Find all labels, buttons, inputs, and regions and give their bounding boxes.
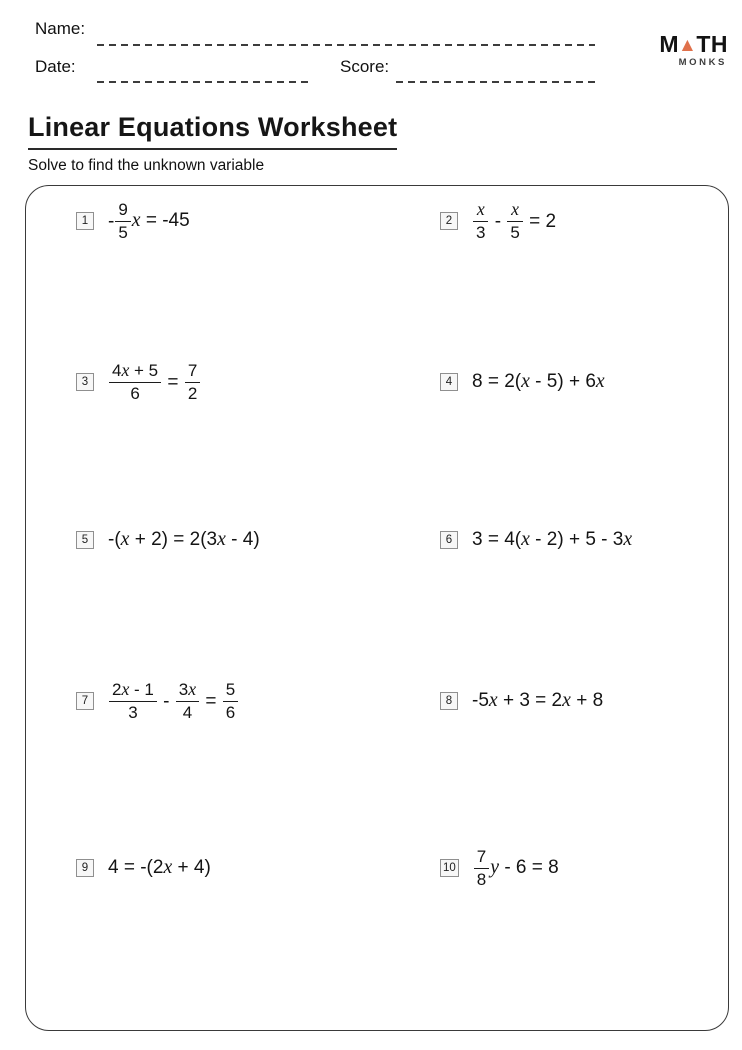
fraction-denominator: 2 <box>187 383 198 403</box>
problem-number: 3 <box>76 373 94 391</box>
equation-segment: -(x + 2) = 2(3x - 4) <box>108 528 260 551</box>
fraction <box>115 200 130 242</box>
fraction-denominator: 8 <box>476 869 487 889</box>
name-fill-line <box>97 44 595 46</box>
fraction-numerator: 3x <box>176 679 199 702</box>
problem-number: 8 <box>440 692 458 710</box>
variable: x <box>121 679 130 700</box>
variable: x <box>521 528 530 551</box>
triangle-icon: ▲ <box>678 35 698 56</box>
date-fill-line <box>97 81 310 83</box>
problem-6 <box>440 516 632 564</box>
problem-4 <box>440 358 605 406</box>
variable: x <box>163 856 173 879</box>
logo-wordmark <box>659 33 728 56</box>
variable: x <box>595 370 605 393</box>
problem-3 <box>76 358 201 406</box>
problem-number: 1 <box>76 212 94 230</box>
logo-th: TH <box>696 31 728 57</box>
name-label: Name: <box>35 19 86 38</box>
equation-segment: y - 6 = 8 <box>490 856 559 879</box>
problem-number: 5 <box>76 531 94 549</box>
equation-segment: 4 = -(2x + 4) <box>108 856 211 879</box>
equation <box>108 530 260 550</box>
fraction-numerator: 9 <box>115 200 130 222</box>
equation-segment: = 2 <box>523 210 557 232</box>
variable: x <box>562 689 571 712</box>
math-monks-logo <box>659 33 728 68</box>
problem-1 <box>76 197 190 245</box>
problem-number: 7 <box>76 692 94 710</box>
logo-m: M <box>659 31 680 57</box>
problem-5 <box>76 516 260 564</box>
fraction-numerator: 7 <box>474 847 489 869</box>
fraction <box>109 360 161 403</box>
score-fill-line <box>396 81 595 83</box>
equation-segment: = <box>162 371 184 393</box>
problem-number: 4 <box>440 373 458 391</box>
equation <box>472 199 556 242</box>
variable: x <box>511 199 520 220</box>
fraction-denominator: 6 <box>225 702 236 722</box>
equation <box>108 679 239 722</box>
fraction-numerator: 2x - 1 <box>109 679 157 702</box>
variable: x <box>120 528 130 551</box>
problem-number: 9 <box>76 859 94 877</box>
logo-subtitle: MONKS <box>678 57 727 68</box>
problem-number: 2 <box>440 212 458 230</box>
equation <box>472 372 605 392</box>
fraction-numerator: 4x + 5 <box>109 360 161 383</box>
equation-segment: -5x + 3 = 2x + 8 <box>472 689 604 712</box>
fraction-numerator: 5 <box>223 680 238 702</box>
equation-segment: = <box>200 690 222 712</box>
fraction-denominator: 3 <box>128 703 138 722</box>
fraction-denominator: 5 <box>118 222 128 242</box>
problem-number: 6 <box>440 531 458 549</box>
fraction-denominator: 4 <box>182 703 193 722</box>
fraction <box>473 199 488 242</box>
variable: x <box>188 679 197 700</box>
equation-segment: - <box>489 210 507 232</box>
equation <box>473 847 559 889</box>
score-label: Score: <box>340 57 390 76</box>
problem-number: 10 <box>440 859 459 877</box>
equation-segment: x = -45 <box>131 209 190 232</box>
problems-container <box>25 185 729 1031</box>
variable: x <box>121 360 130 381</box>
page-subtitle: Solve to find the unknown variable <box>28 157 265 174</box>
equation-segment: - <box>108 210 115 232</box>
equation-segment: 8 = 2(x - 5) + 6x <box>472 370 605 393</box>
fraction <box>223 680 238 722</box>
variable: x <box>217 528 226 551</box>
fraction-numerator <box>473 199 488 222</box>
problem-10 <box>440 844 559 892</box>
variable: x <box>131 209 141 232</box>
page-title: Linear Equations Worksheet <box>28 112 397 150</box>
fraction-numerator: 7 <box>185 361 200 383</box>
problem-2 <box>440 197 556 245</box>
equation-segment: 3 = 4(x - 2) + 5 - 3x <box>472 528 633 551</box>
fraction <box>109 679 157 722</box>
fraction-denominator: 6 <box>130 384 140 403</box>
problem-8 <box>440 677 603 725</box>
fraction <box>185 361 200 403</box>
variable: y <box>490 856 500 879</box>
equation <box>472 691 603 711</box>
equation-segment: - <box>157 690 175 712</box>
fraction-numerator <box>507 199 522 222</box>
fraction <box>176 679 199 722</box>
variable: x <box>521 370 530 393</box>
variable: x <box>488 689 498 712</box>
problem-7 <box>76 677 239 725</box>
fraction-denominator: 5 <box>510 223 520 242</box>
fraction <box>507 199 522 242</box>
variable: x <box>623 528 633 551</box>
fraction-denominator: 3 <box>476 223 486 242</box>
equation <box>108 200 190 242</box>
equation <box>472 530 632 550</box>
equation <box>108 858 211 878</box>
equation <box>108 360 201 403</box>
fraction <box>474 847 489 889</box>
variable: x <box>476 199 485 220</box>
date-label: Date: <box>35 57 76 76</box>
problem-9 <box>76 844 211 892</box>
